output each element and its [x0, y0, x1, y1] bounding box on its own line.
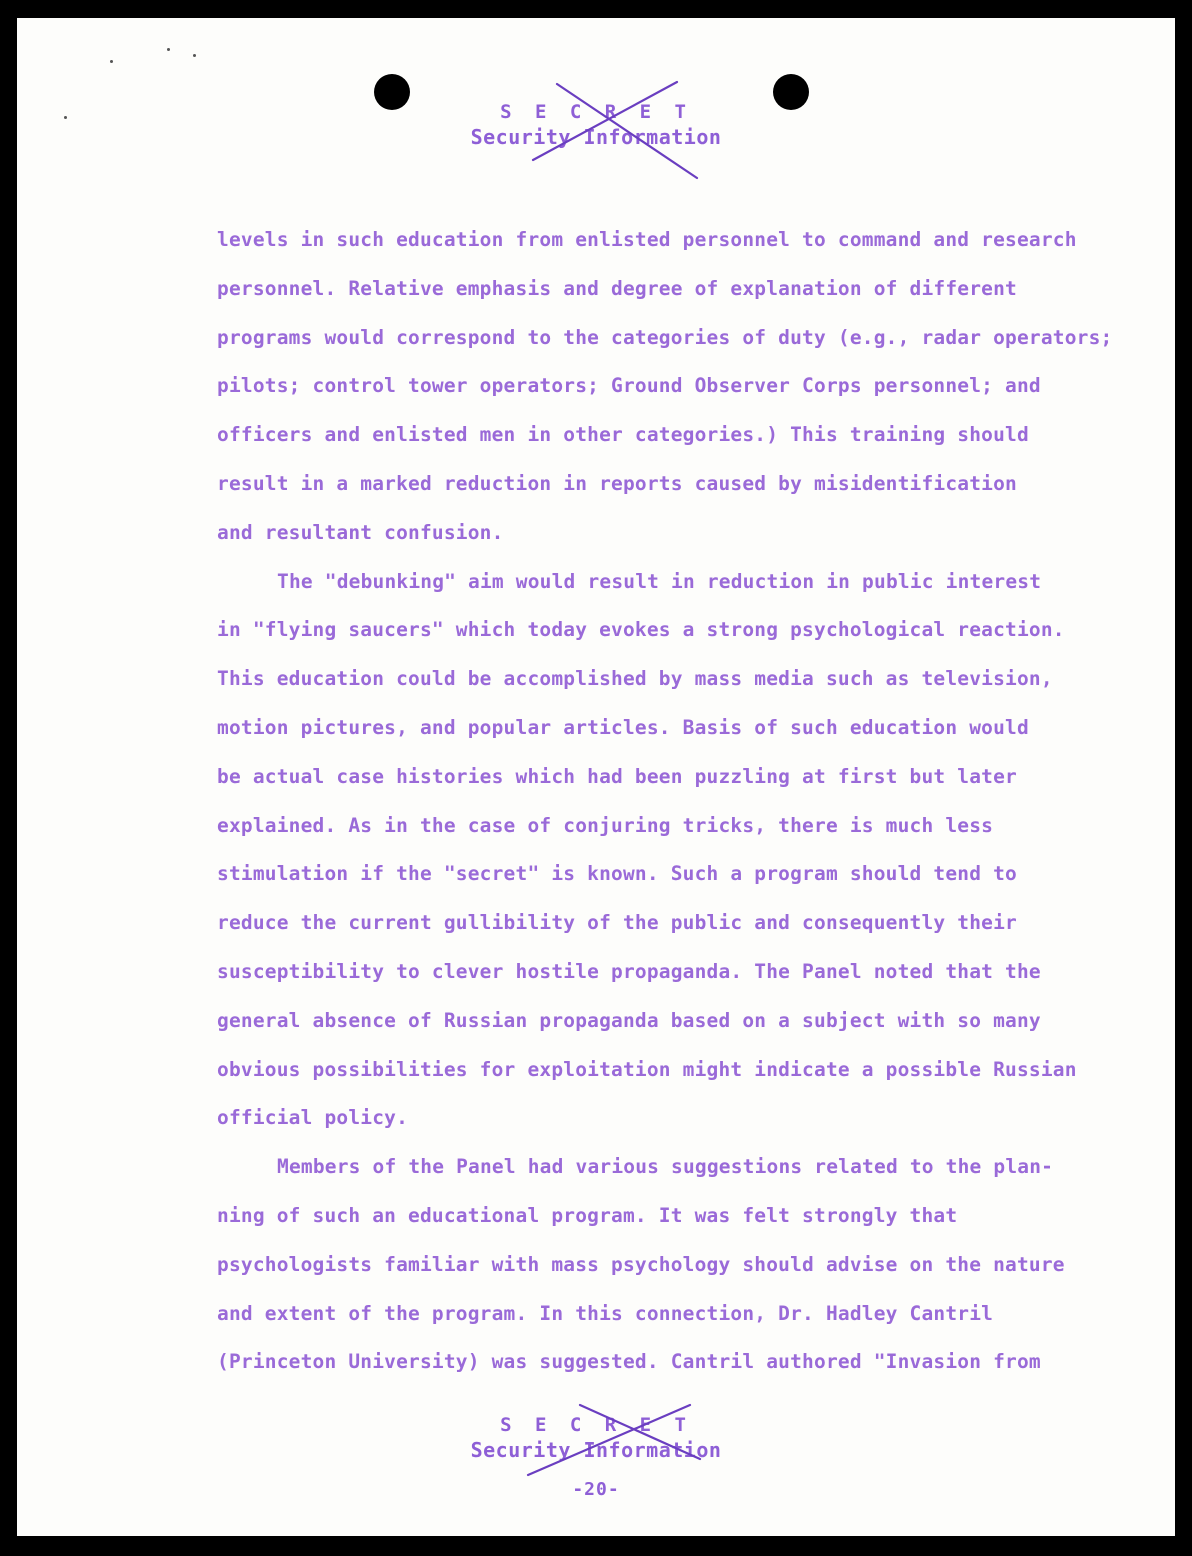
header-strikethrough-mark: [527, 78, 702, 183]
body-line: general absence of Russian propaganda based on a subject with so many: [217, 1008, 1041, 1032]
page-number: -20-: [572, 1479, 620, 1500]
body-line: obvious possibilities for exploitation might indicate a possible Russian: [217, 1057, 1077, 1081]
body-line: (Princeton University) was suggested. Cantril authored "Invasion from: [217, 1350, 1041, 1374]
body-text: [217, 216, 1147, 1387]
body-line: official policy.: [217, 1106, 409, 1130]
footer-caveat: Security Information: [470, 1438, 722, 1462]
body-line: and extent of the program. In this connection, Dr. Hadley Cantril: [217, 1301, 994, 1325]
body-line: explained. As in the case of conjuring tricks, there is much less: [217, 813, 994, 837]
scan-speck: [167, 48, 170, 51]
scan-speck: [110, 60, 113, 63]
header-classification: S E C R E T: [500, 101, 692, 123]
body-line: ning of such an educational program. It was felt strongly that: [217, 1203, 958, 1227]
body-line: This education could be accomplished by mass media such as television,: [217, 667, 1053, 691]
footer-strikethrough-mark: [522, 1401, 702, 1479]
body-line: motion pictures, and popular articles. Basis of such education would: [217, 715, 1029, 739]
body-line: personnel. Relative emphasis and degree of explanation of different: [217, 276, 1017, 300]
body-line: officers and enlisted men in other categories.) This training should: [217, 423, 1029, 447]
body-line: psychologists familiar with mass psychology should advise on the nature: [217, 1252, 1065, 1276]
body-line: be actual case histories which had been puzzling at first but later: [217, 764, 1017, 788]
body-line: The "debunking" aim would result in reduction in public interest: [277, 569, 1042, 593]
scan-speck: [193, 54, 196, 57]
body-line: in "flying saucers" which today evokes a strong psychological reaction.: [217, 618, 1065, 642]
body-line: Members of the Panel had various suggestions related to the plan-: [277, 1155, 1054, 1179]
body-line: result in a marked reduction in reports caused by misidentification: [217, 471, 1017, 495]
body-line: levels in such education from enlisted personnel to command and research: [217, 228, 1077, 251]
header-caveat: Security Information: [470, 125, 722, 149]
body-line: reduce the current gullibility of the public and consequently their: [217, 911, 1017, 935]
body-line: programs would correspond to the categories of duty (e.g., radar operators;: [217, 325, 1113, 349]
body-line: susceptibility to clever hostile propaganda. The Panel noted that the: [217, 959, 1041, 983]
body-line: stimulation if the "secret" is known. Such a program should tend to: [217, 862, 1017, 886]
body-line: and resultant confusion.: [217, 520, 504, 544]
document-page: [17, 18, 1175, 1536]
footer-classification: S E C R E T: [500, 1414, 692, 1436]
body-line: pilots; control tower operators; Ground Observer Corps personnel; and: [217, 374, 1041, 398]
